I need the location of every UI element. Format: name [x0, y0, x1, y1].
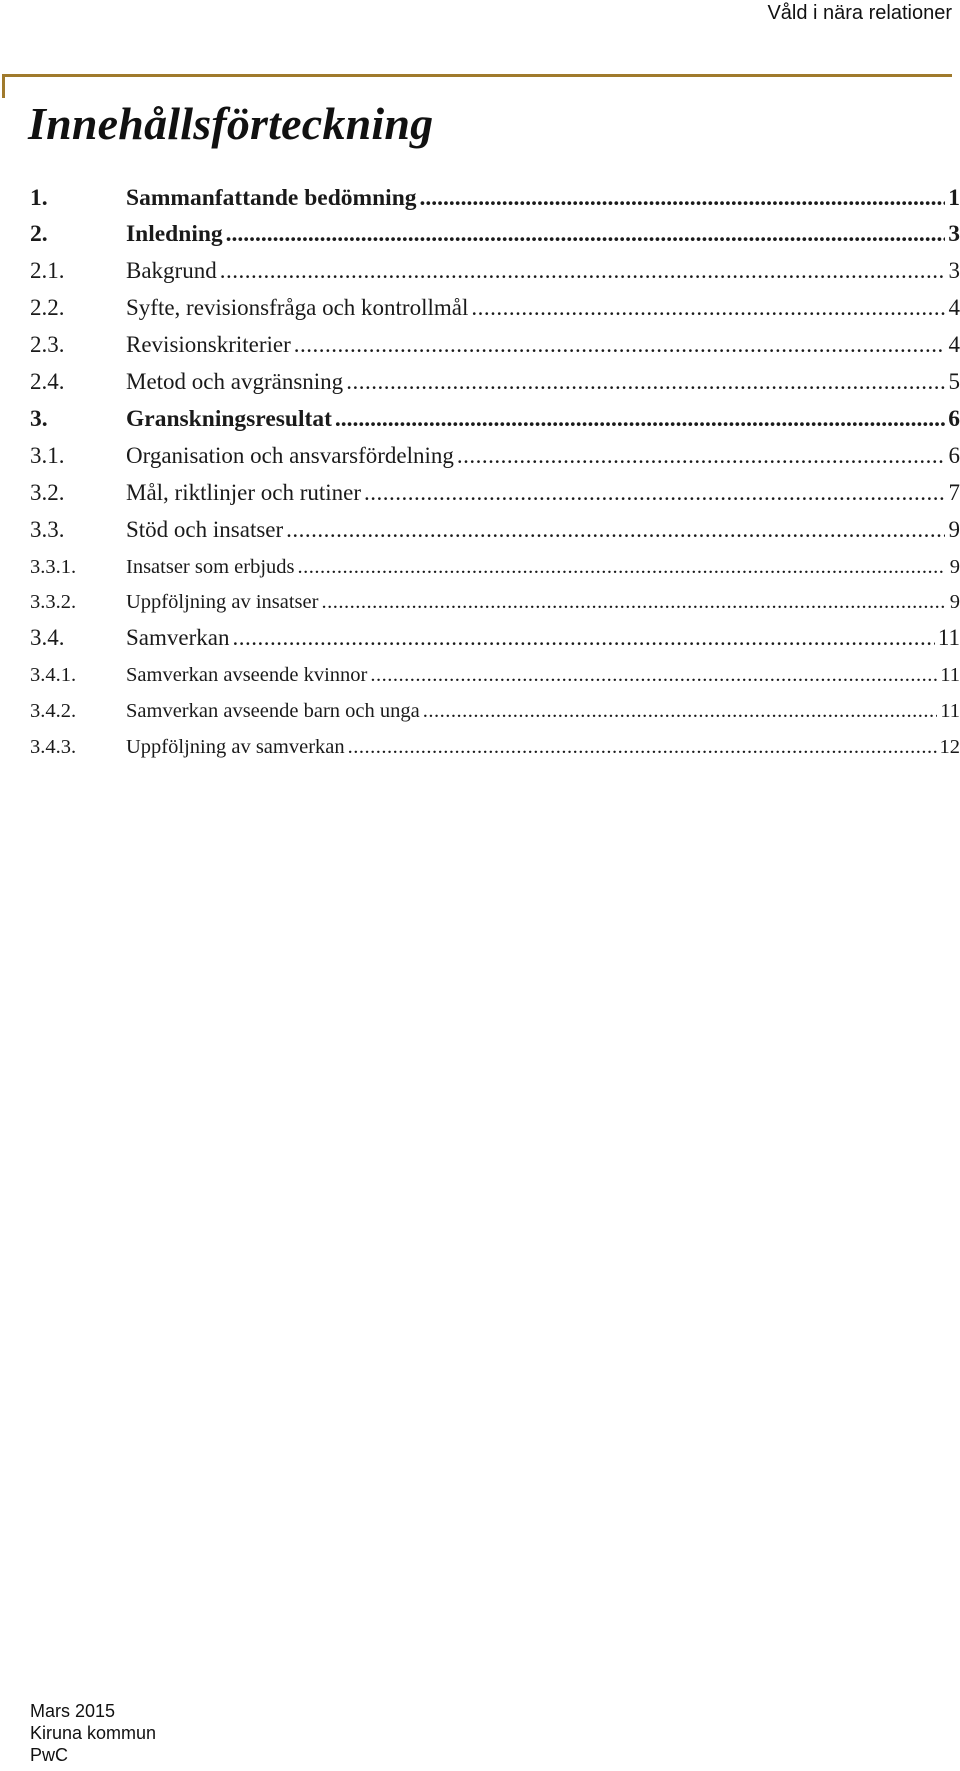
toc-entry-title: Uppföljning av samverkan	[126, 736, 345, 758]
toc-entry-number: 3.4.2.	[30, 700, 77, 722]
toc-entry-page: 5	[948, 369, 960, 394]
toc-entry-number: 2.3.	[30, 332, 65, 357]
toc-entry-title: Metod och avgränsning	[126, 369, 344, 394]
toc-entry-page: 12	[939, 736, 960, 758]
toc-dot-leader	[348, 731, 937, 763]
toc-entry[interactable]	[30, 403, 960, 435]
toc-entry-number: 3.4.3.	[30, 736, 77, 758]
toc-entry[interactable]	[30, 255, 960, 287]
toc-entry-title: Insatser som erbjuds	[126, 556, 295, 578]
toc-entry-title: Granskningsresultat	[126, 406, 332, 432]
toc-entry-title: Bakgrund	[126, 258, 217, 283]
toc-entry-page: 6	[948, 443, 960, 468]
toc-entry-page: 6	[948, 406, 960, 432]
toc-dot-leader	[286, 514, 945, 546]
toc-entry-title: Uppföljning av insatser	[126, 591, 319, 613]
page-footer	[30, 1700, 156, 1766]
toc-entry-title: Stöd och insatser	[126, 517, 284, 542]
toc-entry[interactable]	[30, 551, 960, 583]
toc-dot-leader	[423, 695, 938, 727]
toc-entry-number: 1.	[30, 185, 48, 211]
toc-entry[interactable]	[30, 695, 960, 727]
toc-entry-title: Revisionskriterier	[126, 332, 291, 357]
footer-organization: Kiruna kommun	[30, 1723, 157, 1743]
toc-entry-page: 11	[940, 700, 960, 722]
toc-entry[interactable]	[30, 329, 960, 361]
running-header: Våld i nära relationer	[767, 2, 952, 24]
header-rule	[2, 74, 952, 77]
toc-dot-leader	[335, 403, 945, 435]
toc-entry-title: Organisation och ansvarsfördelning	[126, 443, 454, 468]
toc-dot-leader	[457, 440, 945, 472]
toc-entry-page: 9	[948, 517, 960, 542]
toc-entry-number: 2.1.	[30, 258, 65, 283]
toc-entry[interactable]	[30, 622, 960, 654]
toc-dot-leader	[370, 659, 937, 691]
toc-entry-number: 3.4.1.	[30, 664, 77, 686]
toc-entry-page: 1	[948, 185, 960, 211]
toc-entry-page: 11	[940, 664, 960, 686]
toc-entry-number: 3.2.	[30, 480, 65, 505]
toc-entry-title: Samverkan avseende kvinnor	[126, 664, 368, 686]
page-title: Innehållsförteckning	[28, 98, 434, 149]
toc-entry-title: Samverkan	[126, 625, 230, 650]
toc-entry-number: 3.3.2.	[30, 591, 77, 613]
toc-entry-number: 3.1.	[30, 443, 65, 468]
toc-entry-page: 9	[949, 556, 960, 578]
toc-dot-leader	[321, 586, 945, 618]
toc-dot-leader	[298, 551, 945, 583]
toc-dot-leader	[232, 622, 934, 654]
toc-entry-number: 3.3.	[30, 517, 65, 542]
toc-dot-leader	[471, 292, 945, 324]
footer-date: Mars 2015	[30, 1701, 116, 1721]
toc-entry-number: 3.4.	[30, 625, 65, 650]
toc-entry-title: Samverkan avseende barn och unga	[126, 700, 420, 722]
toc-entry[interactable]	[30, 731, 960, 763]
toc-entry-title: Sammanfattande bedömning	[126, 185, 417, 211]
toc-dot-leader	[220, 255, 945, 287]
toc-entry-number: 2.2.	[30, 295, 65, 320]
toc-entry[interactable]	[30, 366, 960, 398]
toc-entry-page: 4	[948, 332, 960, 357]
toc-entry[interactable]	[30, 477, 960, 509]
toc-entry-page: 4	[948, 295, 960, 320]
toc-entry[interactable]	[30, 586, 960, 618]
toc-entry-number: 3.	[30, 406, 48, 432]
toc-entry-page: 9	[949, 591, 960, 613]
toc-entry-title: Inledning	[126, 221, 223, 247]
toc-entry-page: 11	[937, 625, 960, 650]
toc-entry-number: 2.	[30, 221, 48, 247]
toc-entry[interactable]	[30, 659, 960, 691]
toc-entry-page: 7	[948, 480, 960, 505]
footer-auditor: PwC	[30, 1745, 69, 1765]
toc-entry[interactable]	[30, 218, 960, 250]
toc-dot-leader	[420, 182, 945, 214]
toc-entry-title: Mål, riktlinjer och rutiner	[126, 480, 362, 505]
toc-entry[interactable]	[30, 440, 960, 472]
toc-entry-page: 3	[948, 258, 960, 283]
toc-entry[interactable]	[30, 292, 960, 324]
header-rule-corner	[2, 74, 5, 98]
toc-entry-number: 3.3.1.	[30, 556, 77, 578]
toc-dot-leader	[226, 218, 945, 250]
toc-entry[interactable]	[30, 514, 960, 546]
toc-entry[interactable]	[30, 182, 960, 214]
toc-entry-number: 2.4.	[30, 369, 65, 394]
toc-dot-leader	[346, 366, 945, 398]
toc-dot-leader	[294, 329, 945, 361]
toc-entry-page: 3	[948, 221, 960, 247]
toc-entry-title: Syfte, revisionsfråga och kontrollmål	[126, 295, 469, 320]
toc-dot-leader	[364, 477, 945, 509]
